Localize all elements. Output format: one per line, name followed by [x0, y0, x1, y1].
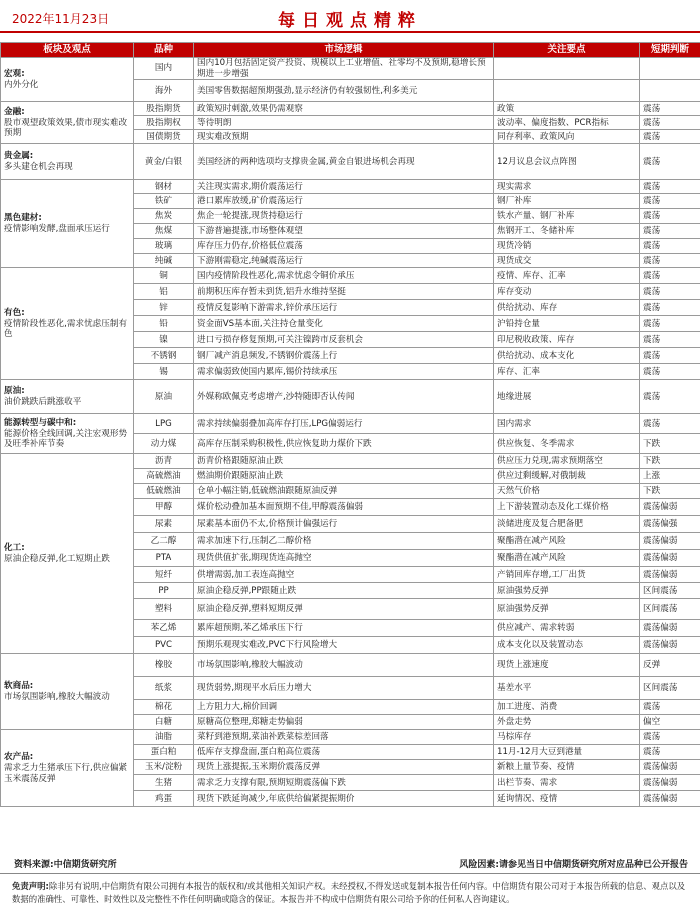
focus-cell: 12月议息会议点阵图 — [494, 144, 640, 180]
judgment-cell: 震荡 — [640, 102, 700, 116]
sector-view: 股市观望政策效果,债市现实难改预期 — [4, 117, 128, 139]
logic-cell: 仓单小幅注销,低硫燃油跟随原油反弹 — [194, 484, 494, 499]
focus-cell: 焦钢开工、冬储补库 — [494, 224, 640, 239]
judgment-cell: 震荡 — [640, 224, 700, 239]
variety-cell: 钢材 — [134, 180, 194, 194]
focus-cell: 供应压力兑现,需求预期落空 — [494, 454, 640, 469]
column-header-logic: 市场逻辑 — [194, 43, 494, 58]
variety-cell: PTA — [134, 550, 194, 567]
sector-cell — [1, 380, 134, 414]
judgment-cell: 震荡 — [640, 332, 700, 348]
sector-view: 原油企稳反弹,化工短期止跌 — [4, 553, 110, 564]
logic-cell: 港口累库放缓,矿价震荡运行 — [194, 194, 494, 209]
judgment-cell: 下跌 — [640, 454, 700, 469]
variety-cell: 焦炭 — [134, 209, 194, 224]
sector-cell — [1, 414, 134, 454]
table-row — [1, 414, 700, 434]
focus-cell: 11月-12月大豆到港量 — [494, 745, 640, 760]
sector-cell — [1, 654, 134, 730]
focus-cell: 现货冷销 — [494, 239, 640, 254]
focus-cell: 出栏节奏、需求 — [494, 775, 640, 791]
judgment-cell: 震荡 — [640, 700, 700, 715]
disclaimer-text: 除非另有说明,中信期货有限公司拥有本报告的版权和/或其他相关知识产权。未经授权,不得发送或复制本报告任何内容。中信期货有限公司对于本报告所载的信息、观点以及数据的准确性、可靠性、时效性以及完整性不作任何明确或隐含的保证。本报告并不构成中信期货有限公司给予你的任何私人咨询建议。 — [12, 881, 686, 905]
focus-cell: 铁水产量、钢厂补库 — [494, 209, 640, 224]
variety-cell: 橡胶 — [134, 654, 194, 677]
title-divider — [0, 31, 700, 33]
sector-view: 疫情阶段性恶化,需求忧虑压制有色 — [4, 318, 128, 340]
focus-cell: 新粮上量节奏、疫情 — [494, 760, 640, 775]
focus-cell: 波动率、偏度指数、PCR指标 — [494, 116, 640, 130]
judgment-cell: 震荡 — [640, 116, 700, 130]
variety-cell: 短纤 — [134, 567, 194, 583]
logic-cell: 外媒称欧佩克考虑增产,沙特随即否认传闻 — [194, 380, 494, 414]
focus-cell: 钢厂补库 — [494, 194, 640, 209]
sector-name: 宏观: — [4, 69, 25, 79]
table-row — [1, 654, 700, 677]
variety-cell: 沥青 — [134, 454, 194, 469]
sector-name: 农产品: — [4, 752, 34, 763]
variety-cell: 动力煤 — [134, 434, 194, 454]
variety-cell: 铁矿 — [134, 194, 194, 209]
logic-cell: 钢厂减产消息频发,不锈钢价震荡上行 — [194, 348, 494, 364]
logic-cell: 关注现实需求,期价震荡运行 — [194, 180, 494, 194]
logic-cell: 美国零售数据超预期强劲,显示经济仍有较强韧性,利多美元 — [194, 80, 494, 102]
judgment-cell: 区间震荡 — [640, 599, 700, 620]
sector-cell — [1, 102, 134, 144]
logic-cell: 国内疫情阶段性恶化,需求忧虑令铜价承压 — [194, 268, 494, 284]
logic-cell: 下游普遍提涨,市场整体观望 — [194, 224, 494, 239]
sector-cell — [1, 454, 134, 654]
judgment-cell: 震荡 — [640, 348, 700, 364]
views-table — [0, 42, 700, 807]
focus-cell: 库存、汇率 — [494, 364, 640, 380]
logic-cell: 需求持续偏弱叠加高库存打压,LPG偏弱运行 — [194, 414, 494, 434]
focus-cell: 原油强势反弹 — [494, 599, 640, 620]
logic-cell: 累库超预期,苯乙烯承压下行 — [194, 620, 494, 637]
judgment-cell: 震荡 — [640, 180, 700, 194]
variety-cell: 鸡蛋 — [134, 791, 194, 807]
focus-cell: 延询情况、疫情 — [494, 791, 640, 807]
sector-view: 疫情影响发酵,盘面承压运行 — [4, 223, 110, 234]
logic-cell: 菜籽到港预期,菜油补跌菜棕差回落 — [194, 730, 494, 745]
variety-cell: 铅 — [134, 316, 194, 332]
focus-cell: 成本支化以及装置动态 — [494, 637, 640, 654]
sector-name: 贵金属: — [4, 151, 34, 162]
judgment-cell: 下跌 — [640, 484, 700, 499]
sector-view: 油价跳跌后跳涨收平 — [4, 396, 82, 407]
variety-cell: 锌 — [134, 300, 194, 316]
logic-cell: 需求乏力支撑有限,预期短期震荡偏下跌 — [194, 775, 494, 791]
judgment-cell: 下跌 — [640, 434, 700, 454]
variety-cell: 国内 — [134, 58, 194, 80]
sector-name: 化工: — [4, 543, 25, 554]
judgment-cell: 区间震荡 — [640, 583, 700, 599]
logic-cell: 煤价松动叠加基本面预期不佳,甲醇震荡偏弱 — [194, 499, 494, 516]
judgment-cell: 震荡 — [640, 284, 700, 300]
judgment-cell: 震荡 — [640, 239, 700, 254]
table-row — [1, 58, 700, 80]
judgment-cell: 震荡偏弱 — [640, 550, 700, 567]
sector-cell — [1, 180, 134, 268]
focus-cell: 供给扰动、库存 — [494, 300, 640, 316]
variety-cell: 油脂 — [134, 730, 194, 745]
table-row — [1, 268, 700, 284]
judgment-cell: 震荡 — [640, 130, 700, 144]
judgment-cell: 震荡 — [640, 300, 700, 316]
variety-cell: 不锈钢 — [134, 348, 194, 364]
judgment-cell: 震荡 — [640, 254, 700, 268]
focus-cell: 地缘进展 — [494, 380, 640, 414]
focus-cell: 库存变动 — [494, 284, 640, 300]
logic-cell: 上方阻力大,棉价回调 — [194, 700, 494, 715]
logic-cell: 原糖高位整理,郑糖走势偏弱 — [194, 715, 494, 730]
focus-cell: 聚酯潜在减产风险 — [494, 550, 640, 567]
focus-cell: 加工进度、消费 — [494, 700, 640, 715]
sector-name: 黑色建材: — [4, 213, 42, 224]
sector-view: 需求乏力生猪承压下行,供应偏紧玉米震荡反弹 — [4, 763, 128, 784]
sector-name: 金融: — [4, 106, 25, 117]
data-source-note: 资料来源:中信期货研究所 — [14, 860, 117, 870]
table-row — [1, 144, 700, 180]
disclaimer — [12, 880, 692, 907]
variety-cell: LPG — [134, 414, 194, 434]
focus-cell: 马棕库存 — [494, 730, 640, 745]
judgment-cell: 震荡 — [640, 316, 700, 332]
variety-cell: 锡 — [134, 364, 194, 380]
variety-cell: PVC — [134, 637, 194, 654]
judgment-cell: 震荡偏弱 — [640, 567, 700, 583]
focus-cell: 供应恢复、冬季需求 — [494, 434, 640, 454]
disclaimer-label: 免责声明: — [12, 881, 49, 891]
focus-cell: 疫情、库存、汇率 — [494, 268, 640, 284]
focus-cell: 印尼税收政策、库存 — [494, 332, 640, 348]
variety-cell: 玉米/淀粉 — [134, 760, 194, 775]
focus-cell — [494, 80, 640, 102]
logic-cell: 现货弱势,期现平水后压力增大 — [194, 677, 494, 700]
focus-cell: 基差水平 — [494, 677, 640, 700]
variety-cell: 尿素 — [134, 516, 194, 533]
judgment-cell: 震荡偏弱 — [640, 775, 700, 791]
logic-cell: 低库存支撑盘面,蛋白粕高位震荡 — [194, 745, 494, 760]
column-header-variety: 品种 — [134, 43, 194, 58]
variety-cell: 股指期货 — [134, 102, 194, 116]
judgment-cell: 震荡 — [640, 745, 700, 760]
sector-name: 原油: — [4, 386, 25, 397]
sector-cell — [1, 58, 134, 102]
judgment-cell: 震荡偏弱 — [640, 533, 700, 550]
logic-cell: 前期积压库存暂未到货,铝升水维持坚挺 — [194, 284, 494, 300]
focus-cell: 产销回库存增,工厂出货 — [494, 567, 640, 583]
variety-cell: 纯碱 — [134, 254, 194, 268]
focus-cell: 同存利率、政策风向 — [494, 130, 640, 144]
variety-cell: 纸浆 — [134, 677, 194, 700]
focus-cell: 沪铅持仓量 — [494, 316, 640, 332]
judgment-cell: 震荡偏强 — [640, 516, 700, 533]
variety-cell: 蛋白粕 — [134, 745, 194, 760]
logic-cell: 原油企稳反弹,PP跟随止跌 — [194, 583, 494, 599]
variety-cell: 股指期权 — [134, 116, 194, 130]
focus-cell: 供给扰动、成本支化 — [494, 348, 640, 364]
logic-cell: 高库存压制采购积极性,供应恢复助力煤价下跌 — [194, 434, 494, 454]
sector-cell — [1, 730, 134, 807]
judgment-cell: 震荡偏弱 — [640, 620, 700, 637]
sector-view: 内外分化 — [4, 79, 39, 90]
logic-cell: 现货下跌延询减少,年底供给偏紧提振期价 — [194, 791, 494, 807]
judgment-cell: 反弹 — [640, 654, 700, 677]
table-row — [1, 102, 700, 116]
judgment-cell: 区间震荡 — [640, 677, 700, 700]
sector-cell — [1, 144, 134, 180]
judgment-cell: 震荡偏弱 — [640, 791, 700, 807]
focus-cell: 现实需求 — [494, 180, 640, 194]
table-header-row — [1, 43, 700, 58]
variety-cell: 塑料 — [134, 599, 194, 620]
report-date: 2022年11月23日 — [12, 12, 110, 26]
variety-cell: 铝 — [134, 284, 194, 300]
sector-view: 多头建仓机会再现 — [4, 161, 73, 172]
judgment-cell — [640, 58, 700, 80]
logic-cell: 尿素基本面仍不太,价格预计偏强运行 — [194, 516, 494, 533]
variety-cell: 镍 — [134, 332, 194, 348]
variety-cell: 铜 — [134, 268, 194, 284]
judgment-cell: 震荡 — [640, 414, 700, 434]
variety-cell: 苯乙烯 — [134, 620, 194, 637]
risk-factors-note: 风险因素:请参见当日中信期货研究所对应品种已公开报告 — [459, 860, 688, 870]
variety-cell: 海外 — [134, 80, 194, 102]
logic-cell: 下游刚需稳定,纯碱震荡运行 — [194, 254, 494, 268]
sector-name: 有色: — [4, 307, 25, 318]
focus-cell: 政策 — [494, 102, 640, 116]
variety-cell: 黄金/白银 — [134, 144, 194, 180]
sector-view: 市场氛围影响,橡胶大幅波动 — [4, 691, 110, 702]
focus-cell: 淡储进度及复合肥备肥 — [494, 516, 640, 533]
logic-cell: 进口亏损存修复预期,可关注镍跨市反套机会 — [194, 332, 494, 348]
table-body — [1, 58, 700, 807]
column-header-focus: 关注要点 — [494, 43, 640, 58]
judgment-cell: 上涨 — [640, 469, 700, 484]
focus-cell: 外盘走势 — [494, 715, 640, 730]
table-row — [1, 380, 700, 414]
logic-cell: 现实难改预期 — [194, 130, 494, 144]
table-row — [1, 454, 700, 469]
variety-cell: 棉花 — [134, 700, 194, 715]
sector-view: 能源价格全线回调,关注宏观形势及旺季补库节奏 — [4, 428, 128, 450]
variety-cell: 乙二醇 — [134, 533, 194, 550]
variety-cell: 低硫燃油 — [134, 484, 194, 499]
variety-cell: 玻璃 — [134, 239, 194, 254]
variety-cell: PP — [134, 583, 194, 599]
logic-cell: 沥青价格跟随原油止跌 — [194, 454, 494, 469]
sector-name: 能源转型与碳中和: — [4, 417, 77, 428]
variety-cell: 白糖 — [134, 715, 194, 730]
judgment-cell — [640, 80, 700, 102]
table-row — [1, 180, 700, 194]
table-row — [1, 730, 700, 745]
judgment-cell: 震荡偏弱 — [640, 637, 700, 654]
judgment-cell: 震荡 — [640, 380, 700, 414]
variety-cell: 国债期货 — [134, 130, 194, 144]
logic-cell: 需求偏弱致使国内累库,锡价持续承压 — [194, 364, 494, 380]
judgment-cell: 震荡 — [640, 144, 700, 180]
sector-cell — [1, 268, 134, 380]
logic-cell: 国内10月包括固定资产投资、规模以上工业增值、社零均不及预期,稳增长预期进一步增强 — [194, 58, 494, 80]
variety-cell: 高硫燃油 — [134, 469, 194, 484]
logic-cell: 库存压力仍存,价格低位震荡 — [194, 239, 494, 254]
logic-cell: 美国经济的两种选项均支撑贵金属,黄金自银进场机会再现 — [194, 144, 494, 180]
focus-cell: 现货上涨速度 — [494, 654, 640, 677]
focus-cell: 供应减产、需求转弱 — [494, 620, 640, 637]
variety-cell: 焦煤 — [134, 224, 194, 239]
logic-cell: 需求加速下行,压制乙二醇价格 — [194, 533, 494, 550]
judgment-cell: 震荡 — [640, 730, 700, 745]
logic-cell: 焦企一轮提涨,现货持稳运行 — [194, 209, 494, 224]
judgment-cell: 震荡 — [640, 194, 700, 209]
sector-name: 软商品: — [4, 681, 34, 692]
judgment-cell: 震荡偏弱 — [640, 760, 700, 775]
logic-cell: 市场氛围影响,橡胶大幅波动 — [194, 654, 494, 677]
focus-cell: 现货成交 — [494, 254, 640, 268]
logic-cell: 现货上涨提振,玉米期价震荡反弹 — [194, 760, 494, 775]
logic-cell: 预期乐观现实难改,PVC下行风险增大 — [194, 637, 494, 654]
variety-cell: 生猪 — [134, 775, 194, 791]
judgment-cell: 震荡 — [640, 364, 700, 380]
focus-cell: 国内需求 — [494, 414, 640, 434]
column-header-sector: 板块及观点 — [1, 43, 134, 58]
focus-cell: 上下游装置动态及化工煤价格 — [494, 499, 640, 516]
logic-cell: 政策短时刺激,效果仍需观察 — [194, 102, 494, 116]
logic-cell: 原油企稳反弹,塑料短期反弹 — [194, 599, 494, 620]
column-header-judgment: 短期判断 — [640, 43, 700, 58]
variety-cell: 甲醇 — [134, 499, 194, 516]
footer-divider — [0, 873, 700, 874]
logic-cell: 现货供值扩张,期现货连高抛空 — [194, 550, 494, 567]
focus-cell: 聚酯潜在减产风险 — [494, 533, 640, 550]
logic-cell: 供增需弱,加工表连高抛空 — [194, 567, 494, 583]
judgment-cell: 偏空 — [640, 715, 700, 730]
focus-cell — [494, 58, 640, 80]
focus-cell: 供应过剩缓解,对俄制裁 — [494, 469, 640, 484]
judgment-cell: 震荡 — [640, 268, 700, 284]
variety-cell: 原油 — [134, 380, 194, 414]
focus-cell: 原油强势反弹 — [494, 583, 640, 599]
judgment-cell: 震荡偏弱 — [640, 499, 700, 516]
report-title: 每日观点精粹 — [278, 11, 422, 31]
logic-cell: 疫情反复影响下游需求,锌价承压运行 — [194, 300, 494, 316]
judgment-cell: 震荡 — [640, 209, 700, 224]
focus-cell: 天然气价格 — [494, 484, 640, 499]
logic-cell: 资金面VS基本面,关注持仓量变化 — [194, 316, 494, 332]
logic-cell: 燃油期价跟随原油止跌 — [194, 469, 494, 484]
logic-cell: 等待明朗 — [194, 116, 494, 130]
